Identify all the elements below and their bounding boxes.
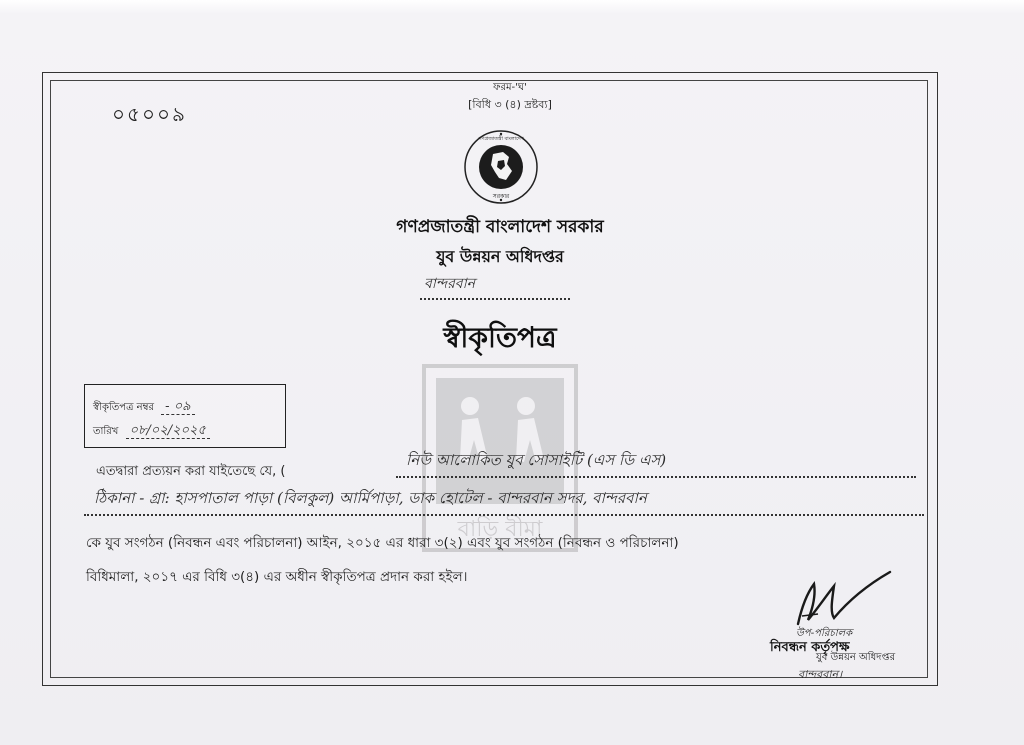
certificate-number-label: স্বীকৃতিপত্র নম্বর <box>93 402 154 413</box>
signatory-department: যুব উন্নয়ন অধিদপ্তর <box>816 652 896 663</box>
signatory-designation: উপ-পরিচালক <box>796 628 853 639</box>
district-field <box>420 274 570 300</box>
signatory-authority: নিবন্ধন কর্তৃপক্ষ <box>770 640 850 655</box>
signatory-place: বান্দরবান। <box>798 668 843 681</box>
certificate-date-row <box>93 421 210 442</box>
certificate-date-label: তারিখ <box>93 426 119 437</box>
government-name: গণপ্রজাতন্ত্রী বাংলাদেশ সরকার <box>396 217 604 237</box>
certificate-info-box <box>84 384 286 448</box>
certificate-date-value: ০৮/০২/২০২৫ <box>126 423 210 439</box>
organization-name-field <box>396 450 916 478</box>
organization-address-field <box>84 486 924 516</box>
watermark-text: বাড়ি বীমা <box>457 517 543 542</box>
rule-reference: [বিধি ৩ (৪) দ্রষ্টব্য] <box>468 98 552 111</box>
intro-text: এতদ্বারা প্রত্যয়ন করা যাইতেছে যে, ( <box>96 464 286 479</box>
certificate-title: স্বীকৃতিপত্র <box>443 321 557 354</box>
certificate-body-line2: বিধিমালা, ২০১৭ এর বিধি ৩(৪) এর অধীন স্বীকৃতিপত্র প্রদান করা হইল। <box>86 569 468 585</box>
certificate-number-value: - ০৯ <box>161 399 194 415</box>
certificate-body-line1: কে যুব সংগঠন (নিবন্ধন এবং পরিচালনা) আইন, ২০১৫ এর ধারা ৩(২) এবং যুব সংগঠন (নিবন্ধন ও পরিচালনা) <box>86 535 679 551</box>
organization-name-handwritten: নিউ আলোকিত যুব সোসাইটি (এস ডি এস) <box>406 451 667 469</box>
signature-icon <box>778 566 902 630</box>
form-label: ফরম-'ঘ' <box>493 82 527 93</box>
department-name: যুব উন্নয়ন অধিদপ্তর <box>436 247 564 266</box>
organization-address-handwritten: ঠিকানা - গ্রা: হাসপাতাল পাড়া (বিলকুল) আর্মিপাড়া, ডাক হোটেল - বান্দরবান সদর, বান্দরবান <box>94 489 647 507</box>
certificate-number-row <box>93 397 195 418</box>
serial-number: ০৫০০৯ <box>112 102 187 126</box>
district-handwritten: বান্দরবান <box>424 276 475 292</box>
government-seal-icon <box>462 128 540 206</box>
seal-bottom-text: সরকার <box>492 193 510 200</box>
seal-ring-text: গণপ্রজাতন্ত্রী বাংলাদেশ <box>478 136 524 142</box>
